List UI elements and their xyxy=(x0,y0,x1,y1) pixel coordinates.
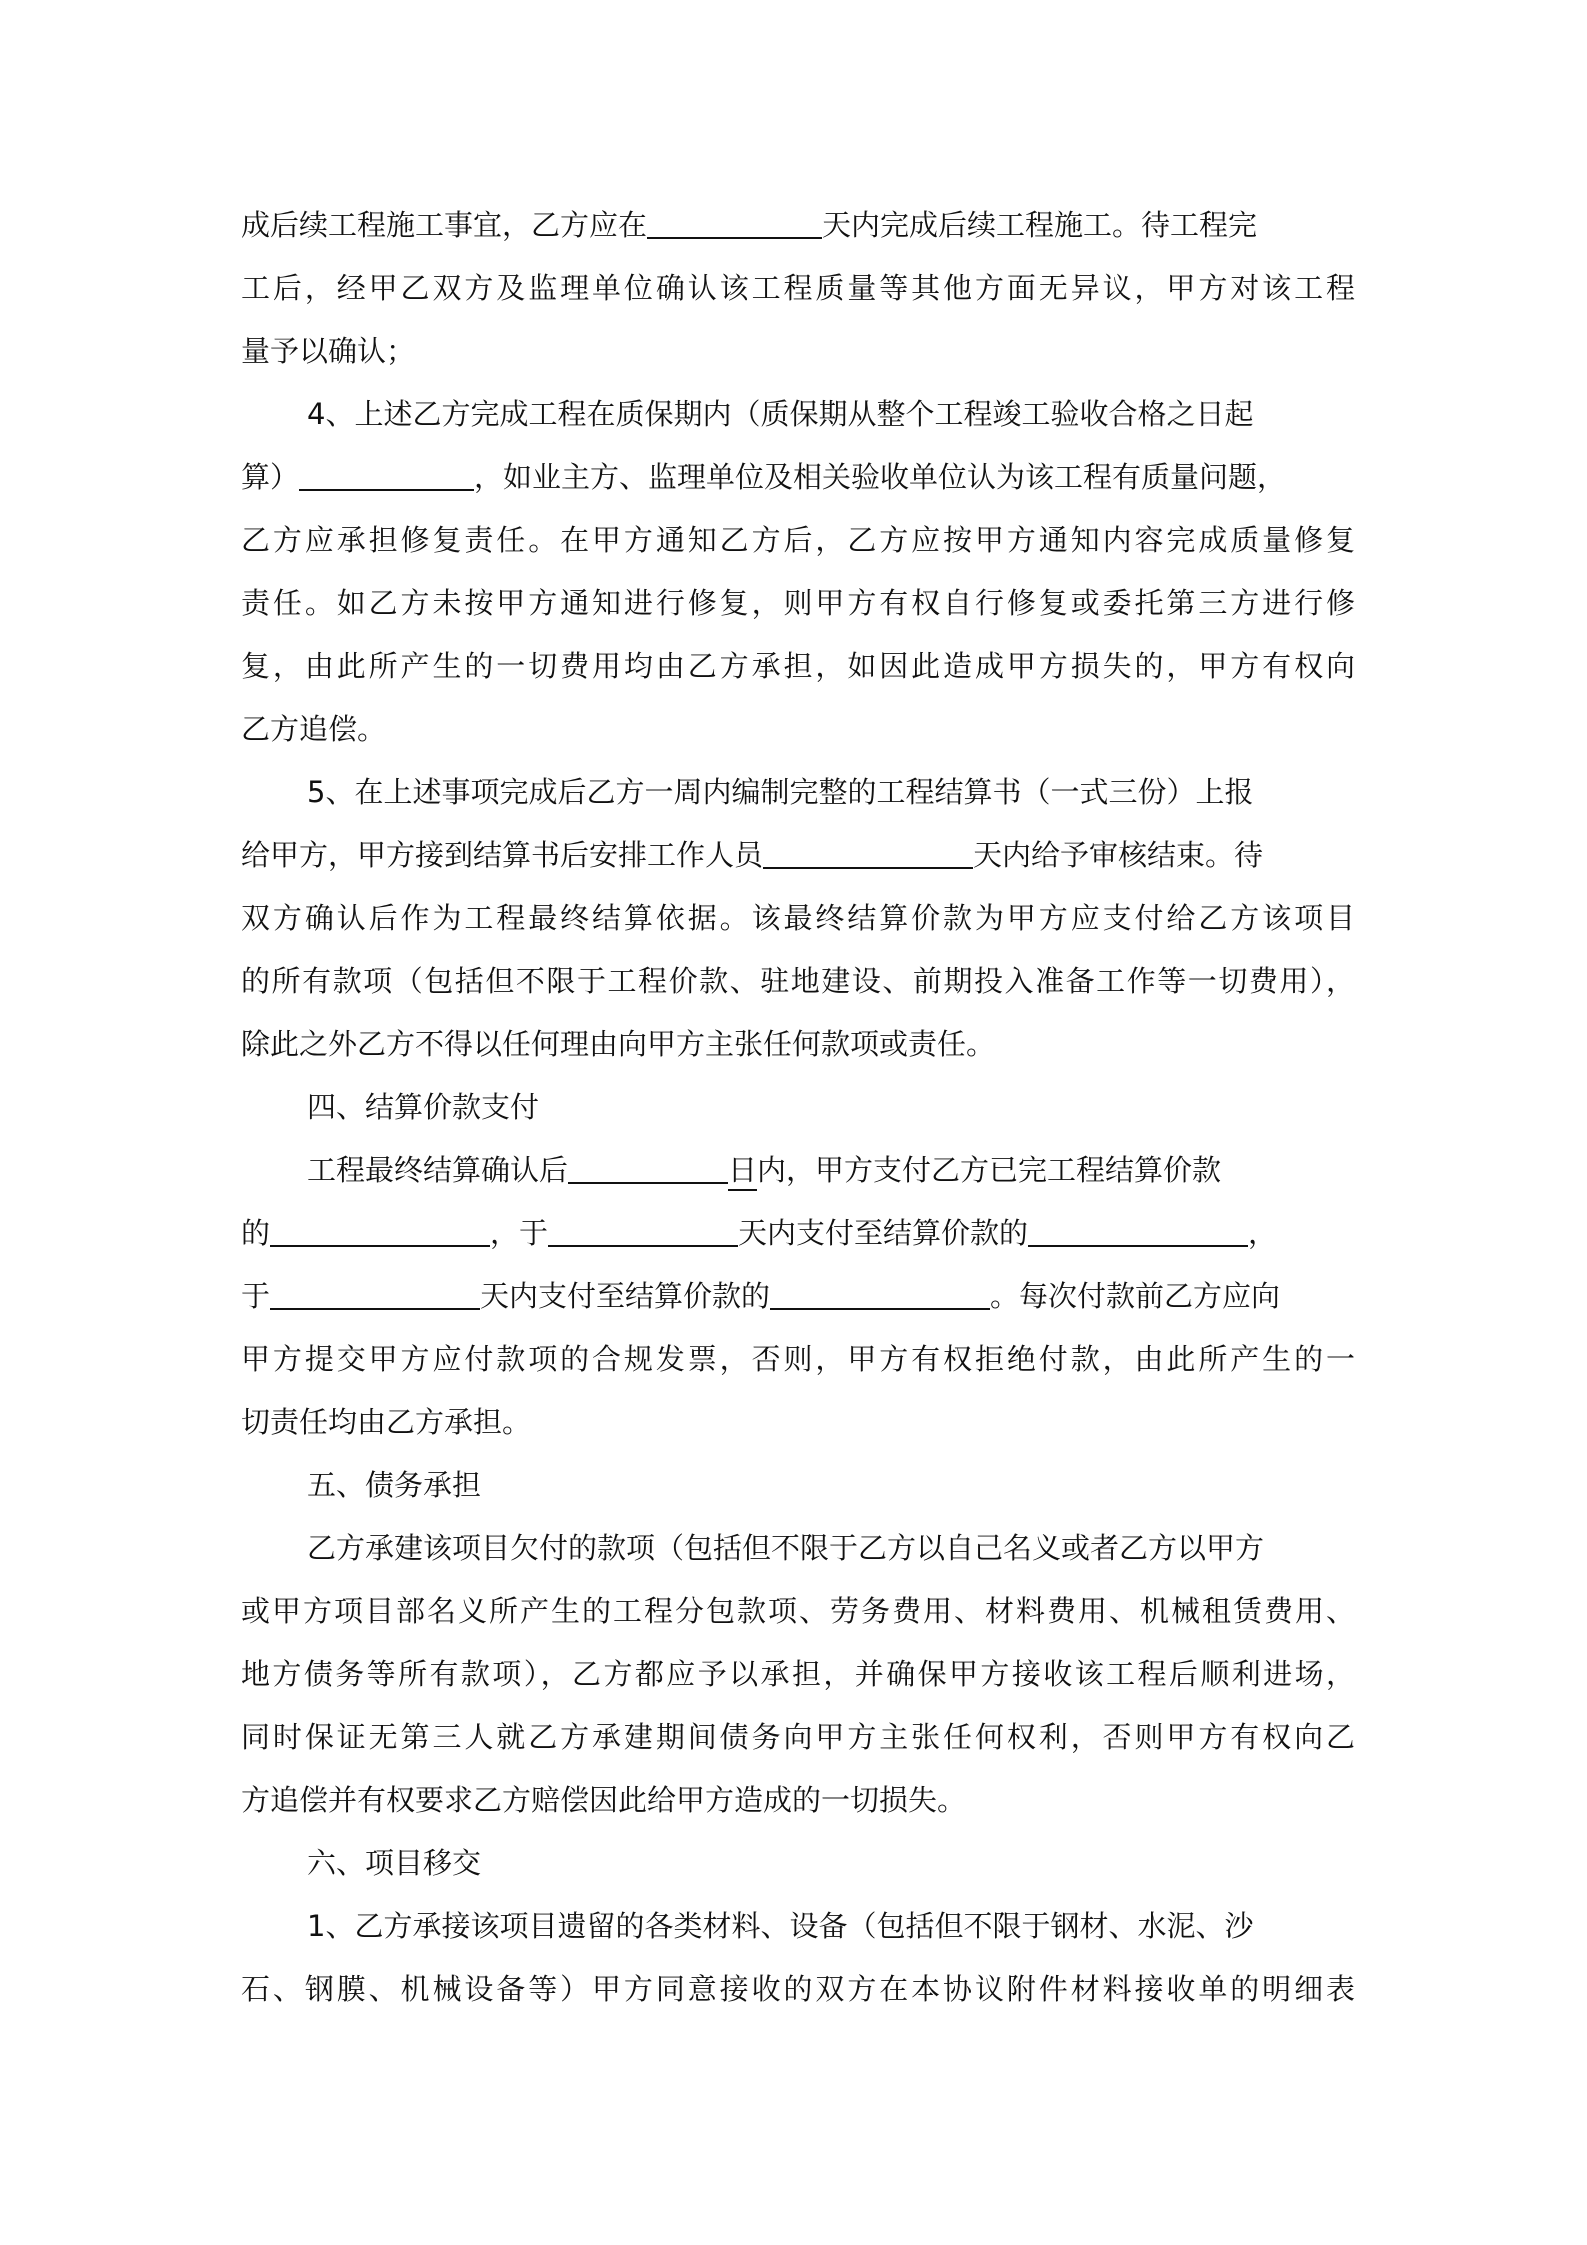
text-fragment: 于 xyxy=(241,1279,271,1313)
text-fragment: ，如业主方、监理单位及相关验收单位认为该工程有质量问题， xyxy=(474,460,1287,494)
fill-blank xyxy=(270,1274,480,1310)
text-line xyxy=(241,824,1355,887)
text-line: 石、钢膜、机械设备等）甲方同意接收的双方在本协议附件材料接收单的明细表 xyxy=(241,1972,1355,2006)
fill-blank xyxy=(1028,1211,1248,1247)
paragraph-start: 乙方承建该项目欠付的款项（包括但不限于乙方以自己名义或者乙方以甲方 xyxy=(307,1531,1265,1565)
text-line: 的所有款项（包括但不限于工程价款、驻地建设、前期投入准备工作等一切费用）， xyxy=(241,964,1355,998)
text-fragment: ， xyxy=(1248,1216,1278,1250)
text-line: 方追偿并有权要求乙方赔偿因此给甲方造成的一切损失。 xyxy=(241,1783,967,1817)
paragraph-start: 4、上述乙方完成工程在质保期内（质保期从整个工程竣工验收合格之日起 xyxy=(307,397,1254,431)
text-fragment: 算） xyxy=(241,460,300,494)
paragraph-start: 5、在上述事项完成后乙方一周内编制完整的工程结算书（一式三份）上报 xyxy=(307,775,1254,809)
text-fragment: 天内完成后续工程施工。待工程完 xyxy=(822,208,1258,242)
fill-blank xyxy=(270,1211,490,1247)
paragraph-start xyxy=(241,1139,1355,1202)
paragraph-start: 1、乙方承接该项目遗留的各类材料、设备（包括但不限于钢材、水泥、沙 xyxy=(307,1909,1254,1943)
text-line: 量予以确认； xyxy=(241,334,416,368)
fill-blank xyxy=(763,833,973,869)
text-fragment: 内，甲方支付乙方已完工程结算价款 xyxy=(757,1153,1222,1187)
text-line: 乙方应承担修复责任。在甲方通知乙方后，乙方应按甲方通知内容完成质量修复 xyxy=(241,523,1355,557)
document-body xyxy=(241,194,1355,2021)
fill-blank xyxy=(299,455,474,491)
text-line: 复，由此所产生的一切费用均由乙方承担，如因此造成甲方损失的，甲方有权向 xyxy=(241,649,1355,683)
fill-blank xyxy=(568,1148,728,1184)
text-line: 除此之外乙方不得以任何理由向甲方主张任何款项或责任。 xyxy=(241,1027,996,1061)
text-fragment: 的 xyxy=(241,1216,271,1250)
section-heading: 五、债务承担 xyxy=(307,1468,482,1502)
text-line: 地方债务等所有款项），乙方都应予以承担，并确保甲方接收该工程后顺利进场， xyxy=(241,1657,1355,1691)
fill-blank xyxy=(647,203,822,239)
text-line: 双方确认后作为工程最终结算依据。该最终结算价款为甲方应支付给乙方该项目 xyxy=(241,901,1355,935)
text-fragment: 给甲方，甲方接到结算书后安排工作人员 xyxy=(241,838,764,872)
text-fragment: 工程最终结算确认后 xyxy=(307,1153,569,1187)
fill-blank xyxy=(548,1211,738,1247)
text-line: 工后，经甲乙双方及监理单位确认该工程质量等其他方面无异议，甲方对该工程 xyxy=(241,271,1355,305)
text-fragment: ，于 xyxy=(490,1216,549,1250)
underlined-text: 日 xyxy=(728,1153,757,1191)
text-fragment: 成后续工程施工事宜，乙方应在 xyxy=(241,208,648,242)
text-fragment: 天内支付至结算价款的 xyxy=(738,1216,1029,1250)
fill-blank xyxy=(770,1274,990,1310)
text-line: 乙方追偿。 xyxy=(241,712,387,746)
text-fragment: 。每次付款前乙方应向 xyxy=(990,1279,1281,1313)
text-line xyxy=(241,1265,1355,1328)
text-line xyxy=(241,194,1355,257)
text-fragment: 天内给予审核结束。待 xyxy=(973,838,1264,872)
text-line: 切责任均由乙方承担。 xyxy=(241,1405,532,1439)
text-line: 同时保证无第三人就乙方承建期间债务向甲方主张任何权利，否则甲方有权向乙 xyxy=(241,1720,1355,1754)
text-line xyxy=(241,446,1355,509)
section-heading: 六、项目移交 xyxy=(307,1846,482,1880)
text-line: 或甲方项目部名义所产生的工程分包款项、劳务费用、材料费用、机械租赁费用、 xyxy=(241,1594,1355,1628)
text-fragment: 天内支付至结算价款的 xyxy=(480,1279,771,1313)
text-line xyxy=(241,1202,1355,1265)
text-line: 甲方提交甲方应付款项的合规发票，否则，甲方有权拒绝付款，由此所产生的一 xyxy=(241,1342,1355,1376)
text-line: 责任。如乙方未按甲方通知进行修复，则甲方有权自行修复或委托第三方进行修 xyxy=(241,586,1355,620)
section-heading: 四、结算价款支付 xyxy=(307,1090,540,1124)
